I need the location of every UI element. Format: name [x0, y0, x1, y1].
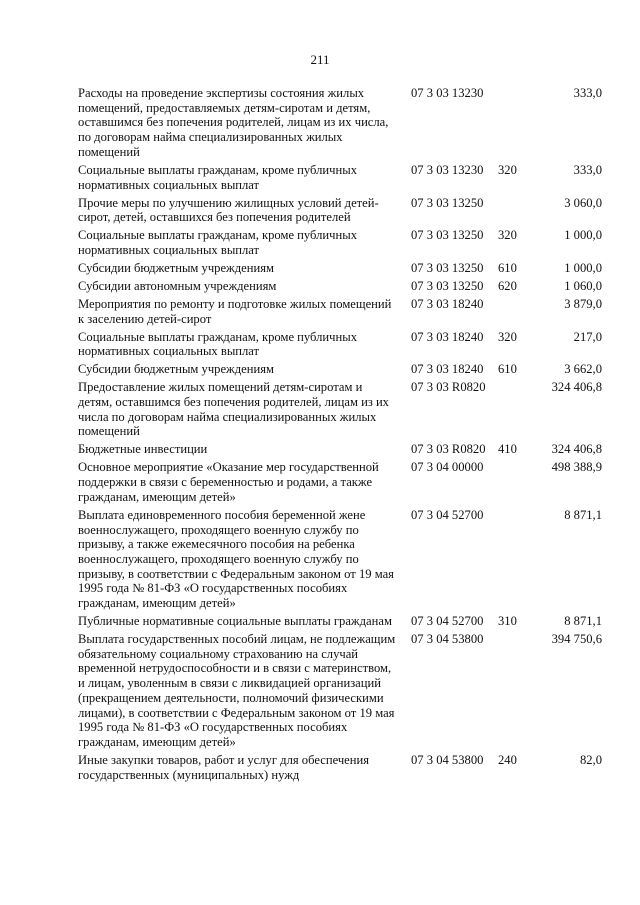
- amount-value: 324 406,8: [551, 380, 602, 395]
- table-row: [78, 362, 602, 377]
- expense-name: Публичные нормативные социальные выплаты гражданам: [78, 614, 392, 629]
- expense-type-code: 410: [498, 442, 517, 457]
- expense-name: Социальные выплаты гражданам, кроме публичных нормативных социальных выплат: [78, 228, 357, 257]
- expense-name: Иные закупки товаров, работ и услуг для обеспечения государственных (муниципальных) нужд: [78, 752, 370, 782]
- table-row: [78, 632, 602, 750]
- expense-name: Прочие меры по улучшению жилищных условий детей-сирот, детей, оставшихся без попечения родителей: [78, 195, 379, 225]
- amount-value: 333,0: [573, 86, 602, 100]
- target-article-code: 07 3 03 13230: [411, 86, 484, 100]
- table-row: [78, 297, 602, 326]
- amount-value: 394 750,6: [551, 632, 602, 647]
- amount-value: 82,0: [579, 752, 602, 767]
- expense-name: Мероприятия по ремонту и подготовке жилых помещений к заселению детей-сирот: [78, 296, 392, 326]
- amount-value: 8 871,1: [564, 507, 602, 522]
- expense-name: Субсидии автономным учреждениям: [78, 278, 277, 293]
- expense-type-code: 320: [498, 162, 517, 177]
- expense-name: Расходы на проведение экспертизы состояния жилых помещений, предоставляемых детям-сиротам и детям, оставшимся без попечения родителей, лицам из их числа, по договорам найма специализированных жилых помещений: [78, 86, 389, 159]
- target-article-code: 07 3 04 52700: [411, 507, 484, 522]
- table-row: [78, 196, 602, 225]
- amount-value: 217,0: [573, 329, 602, 344]
- expense-type-code: 320: [498, 228, 517, 243]
- table-row: [78, 330, 602, 359]
- expense-name: Выплата единовременного пособия беременной жене военнослужащего, проходящего военную службу по призыву, а также ежемесячного пособия на ребенка военнослужащего, проходящего военную службу по призыву, в соответствии с Федеральным законом от 19 мая 1995 года № 81-ФЗ «О государственных пособиях гражданам, имеющим детей»: [78, 507, 394, 611]
- table-row: [78, 279, 602, 294]
- target-article-code: 07 3 03 18240: [411, 362, 484, 377]
- table-row: [78, 508, 602, 611]
- target-article-code: 07 3 03 18240: [411, 296, 484, 311]
- amount-value: 333,0: [573, 162, 602, 177]
- amount-value: 1 060,0: [564, 278, 602, 293]
- expense-type-code: 610: [498, 260, 517, 275]
- expense-name: Бюджетные инвестиции: [78, 442, 208, 457]
- target-article-code: 07 3 03 13250: [411, 278, 484, 293]
- expense-name: Социальные выплаты гражданам, кроме публичных нормативных социальных выплат: [78, 329, 357, 359]
- table-row: [78, 163, 602, 192]
- expense-name: Социальные выплаты гражданам, кроме публичных нормативных социальных выплат: [78, 162, 357, 192]
- budget-table: [78, 86, 602, 782]
- target-article-code: 07 3 03 18240: [411, 329, 484, 344]
- amount-value: 324 406,8: [551, 442, 602, 457]
- expense-type-code: 620: [498, 278, 517, 293]
- target-article-code: 07 3 04 00000: [411, 460, 484, 475]
- amount-value: 1 000,0: [564, 260, 602, 275]
- expense-name: Основное мероприятие «Оказание мер государственной поддержки в связи с беременностью и родами, а также гражданам, имеющим детей»: [78, 460, 379, 504]
- amount-value: 3 879,0: [564, 296, 602, 311]
- amount-value: 8 871,1: [564, 614, 602, 629]
- table-row: [78, 460, 602, 504]
- target-article-code: 07 3 03 R0820: [411, 442, 486, 457]
- expense-name: Выплата государственных пособий лицам, не подлежащим обязательному социальному страхованию на случай временной нетрудоспособности и в связи с материнством, и лицам, уволенным в связи с ликвидацией организаций (прекращением деятельности, полномочий физическими лицами), в соответствии с Федеральным законом от 19 мая 1995 года № 81-ФЗ «О государственных пособиях гражданам, имеющим детей»: [78, 632, 396, 749]
- target-article-code: 07 3 03 R0820: [411, 380, 486, 395]
- table-row: [78, 228, 602, 257]
- expense-name: Субсидии бюджетным учреждениям: [78, 362, 274, 377]
- table-row: [78, 442, 602, 457]
- target-article-code: 07 3 03 13250: [411, 228, 484, 243]
- amount-value: 3 060,0: [564, 195, 602, 210]
- expense-name: Предоставление жилых помещений детям-сиротам и детям, оставшимся без попечения родителей, лицам из их числа по договорам найма специализированных жилых помещений: [78, 380, 389, 439]
- table-row: [78, 261, 602, 276]
- target-article-code: 07 3 03 13230: [411, 162, 484, 177]
- amount-value: 1 000,0: [564, 228, 602, 243]
- amount-value: 498 388,9: [551, 460, 602, 475]
- expense-type-code: 240: [498, 752, 517, 767]
- expense-type-code: 310: [498, 614, 517, 629]
- expense-name: Субсидии бюджетным учреждениям: [78, 260, 274, 275]
- table-row: [78, 86, 602, 160]
- target-article-code: 07 3 03 13250: [411, 260, 484, 275]
- target-article-code: 07 3 03 13250: [411, 195, 484, 210]
- target-article-code: 07 3 04 53800: [411, 632, 484, 647]
- target-article-code: 07 3 04 52700: [411, 614, 484, 629]
- expense-type-code: 610: [498, 362, 517, 377]
- amount-value: 3 662,0: [564, 362, 602, 377]
- table-row: [78, 614, 602, 629]
- expense-type-code: 320: [498, 329, 517, 344]
- target-article-code: 07 3 04 53800: [411, 752, 484, 767]
- page-number: 211: [310, 52, 330, 67]
- table-row: [78, 380, 602, 439]
- table-row: [78, 753, 602, 782]
